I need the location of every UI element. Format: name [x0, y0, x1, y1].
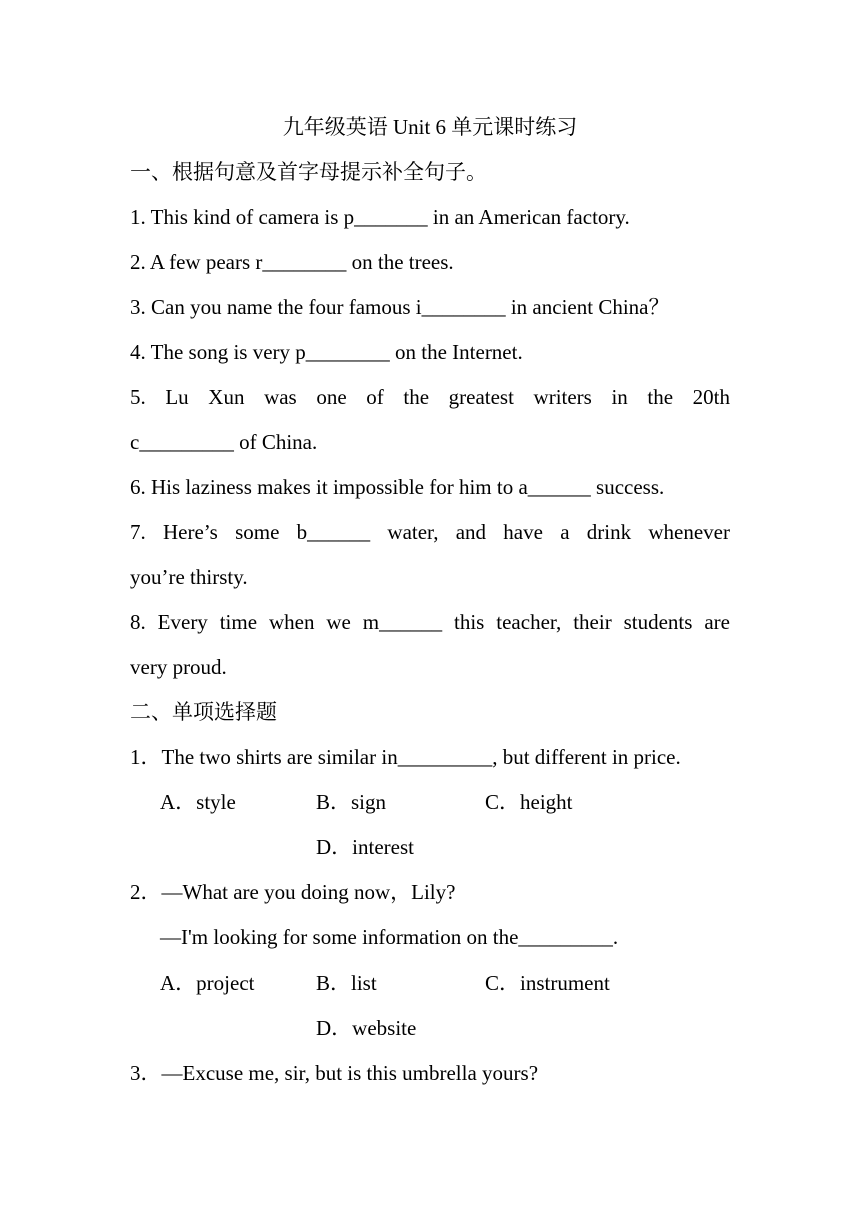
question-2-option-d: D．website — [316, 1016, 417, 1040]
fill-item-2: 2. A few pears r________ on the trees. — [130, 250, 454, 274]
section-2-heading: 二、单项选择题 — [130, 700, 277, 724]
question-2-option-b: B．list — [316, 971, 377, 995]
fill-item-8-line-1: 8. Every time when we m______ this teacher, their students are — [130, 610, 730, 634]
fill-item-4: 4. The song is very p________ on the Internet. — [130, 340, 523, 364]
fill-item-8-line-2: very proud. — [130, 655, 227, 679]
fill-item-5-line-1: 5. Lu Xun was one of the greatest writers in the 20th — [130, 385, 730, 409]
question-1-stem: 1．The two shirts are similar in_________, but different in price. — [130, 745, 681, 769]
question-1-option-a: A．style — [160, 790, 236, 814]
fill-item-6: 6. His laziness makes it impossible for him to a______ success. — [130, 475, 665, 499]
page-title: 九年级英语 Unit 6 单元课时练习 — [282, 115, 578, 139]
question-1-option-d: D．interest — [316, 835, 414, 859]
question-1-option-c: C．height — [485, 790, 573, 814]
question-1-option-b: B．sign — [316, 790, 387, 814]
question-2-option-c: C．instrument — [485, 971, 610, 995]
fill-item-3: 3. Can you name the four famous i________ in ancient China？ — [130, 295, 670, 319]
fill-item-7-line-1: 7. Here’s some b______ water, and have a drink whenever — [130, 520, 730, 544]
fill-item-7-line-2: you’re thirsty. — [130, 565, 248, 589]
question-2-option-a: A．project — [160, 971, 255, 995]
question-2-stem-line-1: 2．—What are you doing now，Lily? — [130, 880, 456, 904]
question-2-stem-line-2: —I'm looking for some information on the_________. — [160, 925, 619, 949]
question-3-stem-line-1: 3．—Excuse me, sir, but is this umbrella yours? — [130, 1061, 539, 1085]
fill-item-5-line-2: c_________ of China. — [130, 430, 318, 454]
section-1-heading: 一、根据句意及首字母提示补全句子。 — [130, 160, 487, 184]
fill-item-1: 1. This kind of camera is p_______ in an American factory. — [130, 205, 630, 229]
